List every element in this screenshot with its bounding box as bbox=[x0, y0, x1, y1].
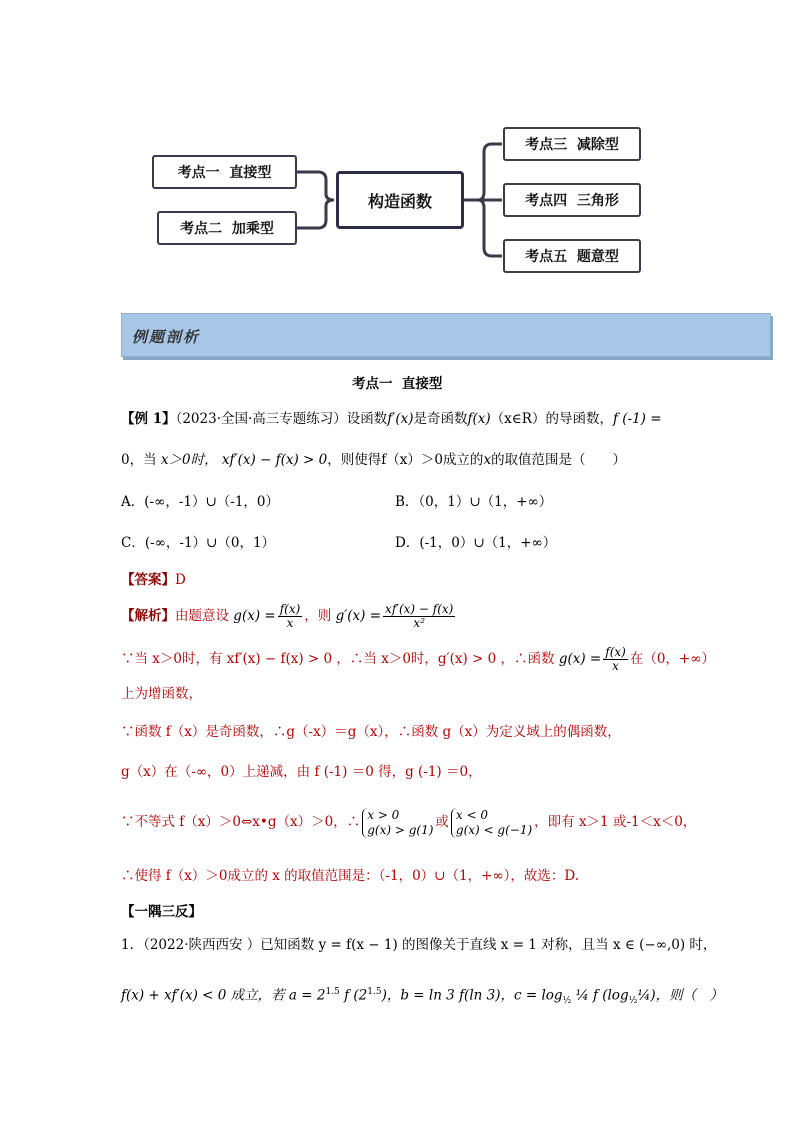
analysis-text: 由题意设 bbox=[175, 608, 229, 624]
mindmap-center: 构造函数 bbox=[336, 171, 464, 229]
analysis-text: ，则 bbox=[304, 608, 332, 624]
option-a: A．(-∞，-1）∪（-1，0） bbox=[121, 494, 280, 510]
math-subscript: ½ bbox=[628, 996, 638, 1007]
analysis-line-4: ∵函数 f（x）是奇函数，∴g（-x）＝g（x），∴函数 g（x）为定义域上的偶函数， bbox=[121, 724, 621, 740]
analysis-line-2 bbox=[121, 644, 715, 674]
analysis-text: 或 bbox=[435, 814, 449, 830]
math: )，b = ln 3 f(ln 3)，c = log bbox=[381, 987, 563, 1004]
example-line-1 bbox=[121, 409, 662, 429]
answer-line bbox=[121, 570, 186, 590]
mindmap-node-kaodian4: 考点四 三角形 bbox=[503, 183, 641, 217]
math-exponent: 1.5 bbox=[325, 987, 340, 997]
fraction: $\frac{f(x)}{x}$ bbox=[279, 602, 301, 630]
math-subscript: ½ bbox=[562, 996, 572, 1007]
mindmap-node-kaodian3: 考点三 减除型 bbox=[503, 127, 641, 161]
math: ¼)，则（ ） bbox=[637, 987, 724, 1004]
practice-label: 【一隅三反】 bbox=[121, 904, 202, 920]
math: g(x) = bbox=[558, 651, 602, 667]
example-text: 0，当 bbox=[121, 452, 157, 468]
analysis-text: ，即有 x＞1 或-1＜x＜0， bbox=[534, 814, 697, 830]
example-text: f（x）＞0成立的 bbox=[381, 452, 484, 468]
option-d: D．(-1，0）∪（1，+∞） bbox=[395, 535, 557, 551]
example-tag: 【例 1】 bbox=[121, 411, 176, 427]
math: f (2 bbox=[344, 987, 368, 1004]
fraction: $\frac{xf'(x) - f(x)}{\text{x²}}$ bbox=[385, 602, 454, 630]
section-title: 例题剖析 bbox=[132, 328, 201, 346]
example-text: 是奇函数 bbox=[413, 411, 468, 427]
fraction: $\frac{f(x)}{x}$ bbox=[605, 645, 626, 673]
example-text: 的取值范围是（ ） bbox=[491, 452, 627, 468]
math: ¼ f (log bbox=[575, 987, 629, 1004]
math: f(x) bbox=[467, 411, 491, 427]
analysis-line-3: 上为增函数， bbox=[121, 686, 202, 702]
mindmap-connectors bbox=[0, 0, 794, 300]
math-exponent: 1.5 bbox=[367, 987, 382, 997]
math: f′(x) bbox=[387, 411, 414, 427]
example-text: ，则使得 bbox=[327, 452, 382, 468]
mindmap-node-kaodian5: 考点五 题意型 bbox=[503, 239, 641, 273]
analysis-line-7: ∴使得 f（x）＞0成立的 x 的取值范围是：（-1，0）∪（1，+∞），故选：D. bbox=[121, 868, 580, 884]
math: x＞0时， bbox=[160, 452, 218, 468]
example-line-2 bbox=[121, 450, 626, 470]
answer-value: D bbox=[175, 572, 186, 588]
answer-label: 【答案】 bbox=[121, 572, 175, 588]
option-c: C．(-∞，-1）∪（0，1） bbox=[121, 535, 276, 551]
math: g(x) = bbox=[233, 608, 276, 624]
mindmap-node-kaodian1: 考点一 直接型 bbox=[152, 155, 297, 189]
example-text: （2023·全国·高三专题练习）设函数 bbox=[175, 411, 388, 427]
math: f(x) + xf′(x) < 0 成立，若 a = 2 bbox=[121, 987, 326, 1004]
subheading: 考点一 直接型 bbox=[352, 376, 443, 392]
section-header bbox=[121, 313, 771, 357]
practice-question-1-line-2 bbox=[121, 978, 723, 1015]
analysis-line-1 bbox=[121, 601, 457, 631]
example-text: （x∈R）的导函数， bbox=[490, 411, 613, 427]
analysis-text: ∵不等式 f（x）＞0⇔x•g（x）＞0，∴ bbox=[121, 814, 361, 830]
analysis-text: 在（0，+∞） bbox=[629, 651, 715, 667]
mindmap-node-kaodian2: 考点二 加乘型 bbox=[157, 211, 297, 245]
analysis-text: ∵当 x＞0时，有 xf′(x) − f(x) > 0 ，∴当 x＞0时，g′(x) > 0 ，∴函数 bbox=[121, 651, 555, 667]
math: x bbox=[483, 452, 492, 468]
option-b: B．（0，1）∪（1，+∞） bbox=[395, 494, 553, 510]
analysis-line-6 bbox=[121, 800, 696, 844]
brace-system-2: x < 0 g(x) < g(−1) bbox=[451, 808, 532, 838]
brace-system-1: x > 0 g(x) > g(1) bbox=[362, 808, 433, 838]
analysis-label: 【解析】 bbox=[121, 608, 175, 624]
practice-question-1-line-1: 1．（2022·陕西西安 ）已知函数 y = f(x − 1) 的图像关于直线 x = 1 对称，且当 x ∈ (−∞,0) 时， bbox=[121, 937, 717, 953]
math: xf′(x) − f(x) > 0 bbox=[221, 452, 328, 468]
analysis-line-5: g（x）在（-∞，0）上递减，由 f (-1) ＝0 得，g (-1) ＝0， bbox=[121, 764, 482, 780]
math: f (-1) = bbox=[612, 411, 662, 427]
math: g′(x) = bbox=[335, 608, 382, 624]
